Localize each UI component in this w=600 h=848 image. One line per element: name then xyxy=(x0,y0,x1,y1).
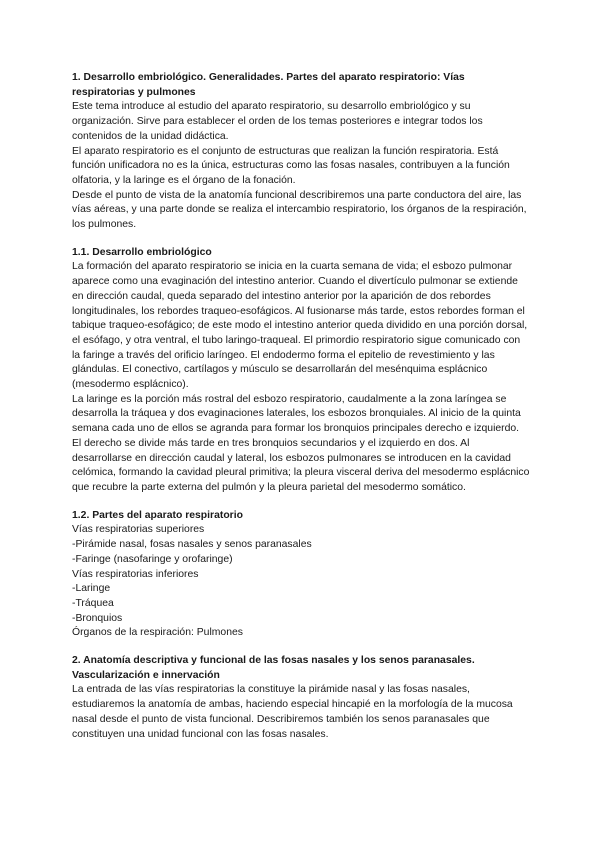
section-1-paragraph: Este tema introduce al estudio del aparato respiratorio, su desarrollo embriológico y su organización. Sirve para establecer el orden de los temas posteriores e integrar todos los contenidos de la unidad didáctica. xyxy=(72,101,483,142)
section-2-paragraph: La entrada de las vías respiratorias la constituye la pirámide nasal y las fosas nasales, estudiaremos la anatomía de ambas, haciendo especial hincapié en la morfología de la mucosa nasal desde el punto de vista funcional. Describiremos también los senos paranasales que constituyen una unidad funcional con las fosas nasales. xyxy=(72,684,513,740)
section-1-1-paragraph: La laringe es la porción más rostral del esbozo respiratorio, caudalmente a la zona laríngea se desarrolla la tráquea y dos evaginaciones laterales, los esbozos bronquiales. Al inicio de la quinta semana cada uno de ellos se agranda para formar los bronquios principales derecho e izquierdo. El derecho se divide más tarde en tres bronquios secundarios y el izquierdo en dos. Al desarrollarse en dirección caudal y lateral, los esbozos pulmonares se introducen en la cavidad celómica, formando la cavidad pleural primitiva; la pleura visceral deriva del mesodermo esplácnico que recubre la parte externa del pulmón y la pleura parietal del mesodermo somático. xyxy=(72,393,530,493)
document-page xyxy=(72,71,530,742)
list-item: -Bronquios xyxy=(72,612,123,624)
section-1-paragraph: Desde el punto de vista de la anatomía funcional describiremos una parte conductora del aire, las vías aéreas, y una parte donde se realiza el intercambio respiratorio, los órganos de la respiración, los pulmones. xyxy=(72,189,527,231)
list-item: Vías respiratorias superiores xyxy=(72,524,205,536)
list-item: Órganos de la respiración: Pulmones xyxy=(72,627,243,639)
section-1-1-paragraph: La formación del aparato respiratorio se inicia en la cuarta semana de vida; el esbozo pulmonar aparece como una evaginación del intestino anterior. Cuando el divertículo pulmonar se extiende en dirección caudal, queda separado del intestino anterior por la aparición de dos rebordes longitudinales, los rebordes traqueo-esofágicos. Al fusionarse más tarde, estos rebordes forman el tabique traqueo-esofágico; de este modo el intestino anterior queda dividido en una porción dorsal, el esófago, y otra ventral, el tubo laringo-traqueal. El primordio respiratorio sigue comunicado con la faringe a través del orificio laríngeo. El endodermo forma el epitelio de revestimiento y las glándulas. El conectivo, cartílagos y músculo se desarrollarán del mesénquima esplácnico (mesodermo esplácnico). xyxy=(72,261,528,391)
list-item: -Faringe (nasofaringe y orofaringe) xyxy=(72,553,233,565)
list-item: Vías respiratorias inferiores xyxy=(72,568,199,580)
section-1-2-heading: 1.2. Partes del aparato respiratorio xyxy=(72,509,243,521)
section-1-1-heading: 1.1. Desarrollo embriológico xyxy=(72,246,212,258)
list-item: -Tráquea xyxy=(72,597,114,609)
section-1-heading: 1. Desarrollo embriológico. Generalidades. Partes del aparato respiratorio: Vías respiratorias y pulmones xyxy=(72,72,465,98)
section-2-heading: 2. Anatomía descriptiva y funcional de las fosas nasales y los senos paranasales. Vascularización e innervación xyxy=(72,655,475,681)
list-item: -Laringe xyxy=(72,583,111,595)
section-1-paragraph: El aparato respiratorio es el conjunto de estructuras que realizan la función respiratoria. Está función unificadora no es la única, estructuras como las fosas nasales, contribuyen a la función olfatoria, y la laringe es el órgano de la fonación. xyxy=(72,145,510,186)
list-item: -Pirámide nasal, fosas nasales y senos paranasales xyxy=(72,539,312,551)
